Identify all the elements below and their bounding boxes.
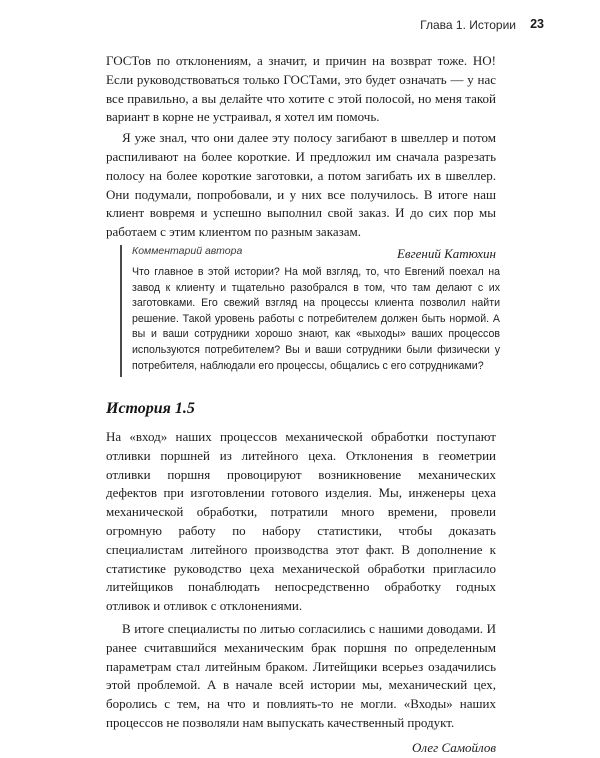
story-1-5-author: Олег Самойлов: [412, 739, 496, 755]
story-1-5-paragraph-2: В итоге специалисты по литью согласились с нашими доводами. И ранее считавшийся механическим брак поршня по определенным параметрам стал литейным браком. Литейщики всерьез озадачились этой проблемой. А в начале всей истории мы, механический цех, боролись с тем, на что и повлиять-то не могли. «Входы» наших процессов не позволяли нам выпускать качественный продукт.: [106, 620, 496, 730]
story-heading: История 1.5: [106, 400, 195, 417]
running-header: Глава 1. Истории: [420, 18, 516, 32]
story-top-paragraph-2: Я уже знал, что они далее эту полосу загибают в швеллер и потом распиливают на более короткие. И предложил им сначала разрезать полосу на более короткие заготовки, а потом загибать их в швеллер. Они подумали, попробовали, и у них все получилось. В итоге наш клиент вовремя и успешно выполнил свой заказ. И до сих пор мы работаем с этим клиентом по разным заказам.: [106, 130, 496, 240]
story-1-5-text: [106, 428, 496, 758]
page-number: 23: [530, 17, 544, 31]
story-top-text: [106, 52, 496, 264]
author-comment-text: Что главное в этой истории? На мой взгляд, то, что Евгений поехал на завод к клиенту и тщательно разобрался в том, что там делают с их заготовками. Его свежий взгляд на процессы клиента позволил найти решение. Такой уровень работы с потребителем должен быть нормой. А вы и ваши сотрудники хорошо знают, как «выходы» ваших процессов используются потребителем? Вы и ваши сотрудники были физически у потребителя, наблюдали его процессы, общались с его сотрудниками?: [132, 266, 500, 372]
story-top-author: Евгений Катюхин: [396, 245, 496, 261]
story-top-paragraph-1: ГОСТов по отклонениям, а значит, и причин на возврат тоже. НО! Если руководствоваться только ГОСТами, это будет означать — у нас все правильно, а вы делайте что хотите с этой полосой, но меня такой вариант в корне не устраивал, я хотел им помочь.: [106, 53, 496, 125]
story-1-5-paragraph-1: На «вход» наших процессов механической обработки поступают отливки поршней из литейного цеха. Отклонения в геометрии отливки поршня провоцируют возникновение механических дефектов при изготовлении готового изделия. Мы, инженеры цеха механической обработки, потратили много времени, провели огромную работу по набору статистики, чтобы доказать специалистам литейного производства этот факт. В дополнение к статистике руководство цеха механической обработки пригласило литейщиков понаблюдать непосредственно обработку годных отливок и отливок с отклонениями.: [106, 429, 496, 614]
author-comment-title: Комментарий автора: [132, 245, 243, 257]
author-comment-box: [120, 245, 500, 377]
